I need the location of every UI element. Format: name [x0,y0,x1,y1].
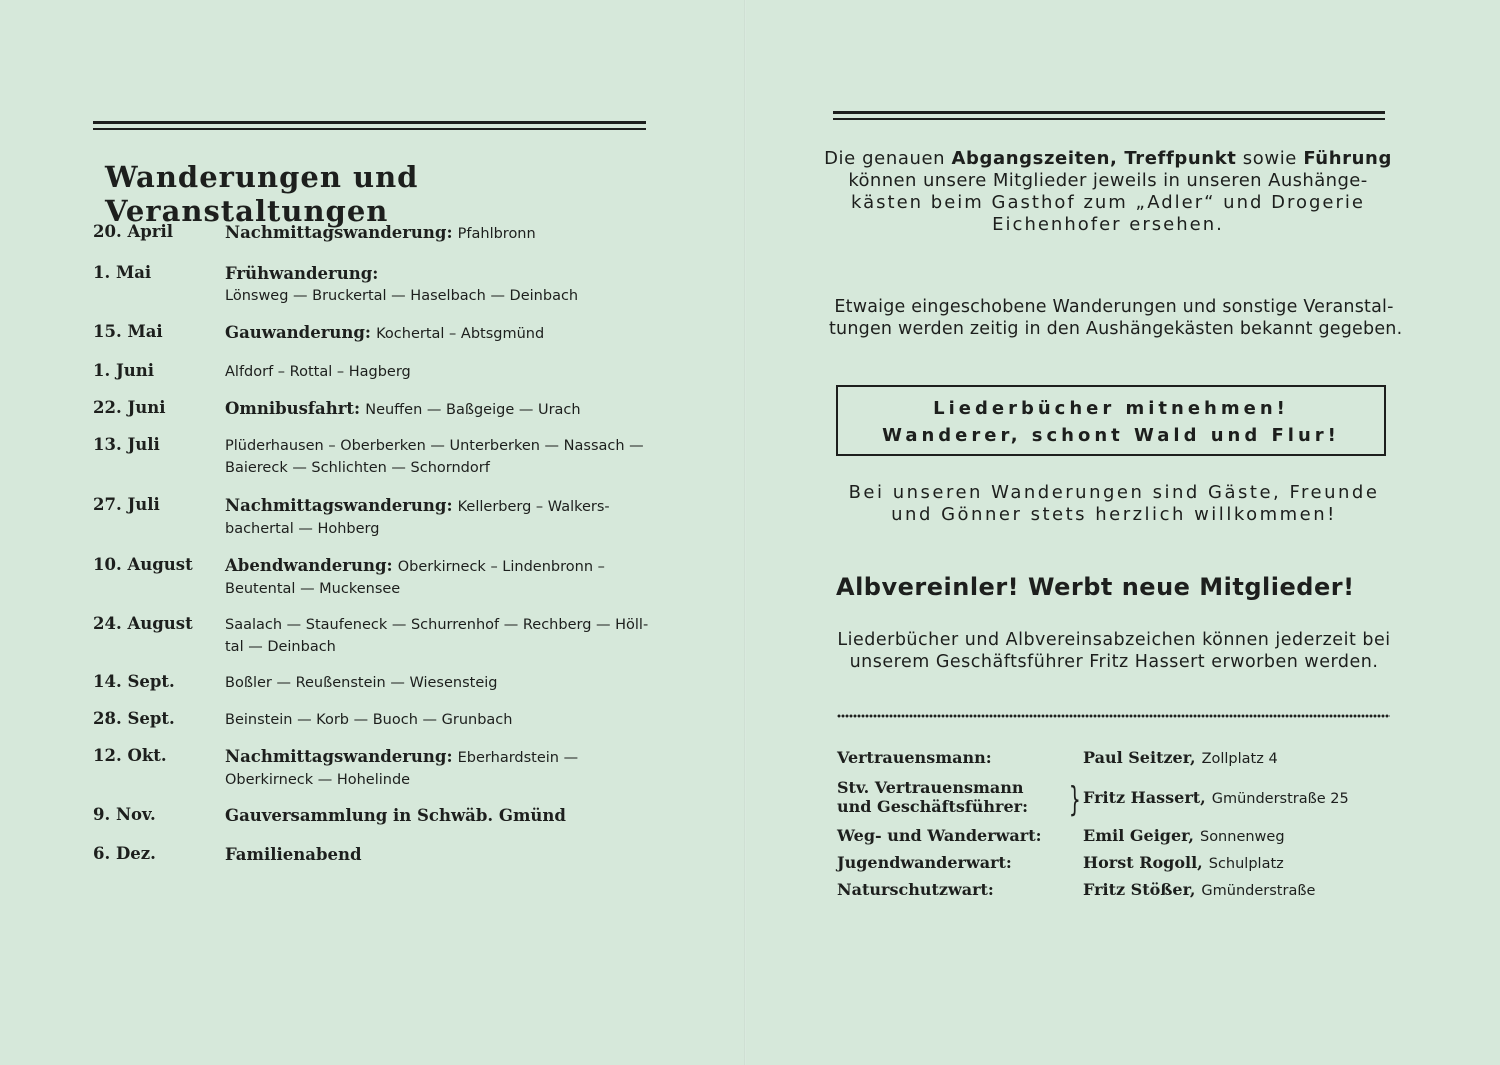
event-route: Boßler — Reußenstein — Wiesensteig [225,675,498,691]
event-date: 15. Mai [93,322,163,341]
official-role-line: Stv. Vertrauensmann [837,778,1024,797]
event-route: Alfdorf – Rottal – Hagberg [225,364,411,380]
top-rule-right [833,111,1385,120]
event-date: 22. Juni [93,398,166,417]
reminder-line: Wanderer, schont Wald und Flur! [882,425,1340,446]
official-name: Fritz Stößer, [1083,880,1196,899]
event-title: Frühwanderung: [225,264,379,283]
event-route: Pfahlbronn [457,226,536,242]
official-address: Zollplatz 4 [1201,751,1278,767]
notice-info [829,296,1403,340]
event-date: 28. Sept. [93,709,175,728]
official-address: Gmünderstraße [1201,883,1316,899]
event-title: Gauwanderung: [225,323,372,342]
event-route: Kochertal – Abtsgmünd [376,326,545,342]
text-line: kästen beim Gasthof zum „Adler“ und Drogerie [851,192,1365,213]
official-address: Sonnenweg [1199,829,1285,845]
event-date: 12. Okt. [93,746,167,765]
event-title: Familienabend [225,845,362,864]
reminder-line: Liederbücher mitnehmen! [933,398,1289,419]
purchase-info [829,629,1399,673]
reminder-box [836,385,1386,456]
event-title: Abendwanderung: [225,556,393,575]
text-span: Die genauen [824,148,952,169]
program-heading: Wanderungen und Veranstaltungen [105,160,419,228]
welcome-info [829,482,1399,526]
official-address: Schulplatz [1208,856,1284,872]
event-date: 14. Sept. [93,672,175,691]
official-role: Jugendwanderwart: [837,853,1012,872]
event-title: Gauversammlung in Schwäb. Gmünd [225,806,566,825]
text-line: Etwaige eingeschobene Wanderungen und sonstige Veranstal- [834,297,1394,317]
text-span: sowie [1236,148,1304,169]
event-date: 27. Juli [93,495,160,514]
text-line: können unsere Mitglieder jeweils in unseren Aushänge- [848,170,1368,191]
event-route: Beinstein — Korb — Buoch — Grunbach [225,712,513,728]
official-role-line: und Geschäftsführer: [837,797,1028,816]
event-route: Kellerberg – Walkers- [457,499,610,515]
text-line: tungen werden zeitig in den Aushängekästen bekannt gegeben. [829,319,1403,339]
event-route: Oberkirneck — Hohelinde [225,772,411,788]
event-date: 24. August [93,614,193,633]
event-title: Omnibusfahrt: [225,399,361,418]
text-emphasis: Führung [1303,148,1392,169]
brace-symbol: } [1068,780,1081,820]
event-route: tal — Deinbach [225,639,336,655]
event-route: Lönsweg — Bruckertal — Haselbach — Deinbach [225,288,579,304]
top-rule-left [93,121,646,130]
event-title: Nachmittagswanderung: [225,496,453,515]
event-route: Plüderhausen – Oberberken — Unterberken — Nassach — [225,438,644,454]
official-role: Weg- und Wanderwart: [837,826,1042,845]
event-route: Neuffen — Baßgeige — Urach [365,402,581,418]
text-line: Eichenhofer ersehen. [992,214,1224,235]
official-address: Gmünderstraße 25 [1211,791,1349,807]
event-date: 20. April [93,222,174,241]
official-name: Fritz Hassert, [1083,788,1206,807]
event-route: Baiereck — Schlichten — Schorndorf [225,460,490,476]
meeting-info [823,148,1393,236]
text-line: und Gönner stets herzlich willkommen! [891,504,1337,525]
official-name: Paul Seitzer, [1083,748,1196,767]
right-page [745,0,1500,1065]
event-date: 10. August [93,555,193,574]
text-line: unserem Geschäftsführer Fritz Hassert erworben werden. [849,652,1379,672]
membership-slogan: Albvereinler! Werbt neue Mitglieder! [836,573,1355,601]
event-date: 6. Dez. [93,844,156,863]
event-title: Nachmittagswanderung: [225,747,453,766]
official-name: Emil Geiger, [1083,826,1194,845]
dotted-divider [837,713,1390,719]
text-emphasis: Abgangszeiten, Treffpunkt [951,148,1237,169]
official-role: Vertrauensmann: [837,748,992,767]
event-title: Nachmittagswanderung: [225,223,453,242]
left-page [0,0,745,1065]
event-route: Eberhardstein — [457,750,579,766]
event-route: Beutental — Muckensee [225,581,401,597]
event-date: 13. Juli [93,435,160,454]
text-line: Bei unseren Wanderungen sind Gäste, Freunde [848,482,1380,503]
official-role [837,778,1082,820]
event-date: 1. Juni [93,361,155,380]
event-date: 1. Mai [93,263,152,282]
event-route: Oberkirneck – Lindenbronn – [397,559,605,575]
event-route: Saalach — Staufeneck — Schurrenhof — Rechberg — Höll- [225,617,649,633]
text-line: Liederbücher und Albvereinsabzeichen können jederzeit bei [837,630,1391,650]
event-route: bachertal — Hohberg [225,521,380,537]
event-date: 9. Nov. [93,805,156,824]
official-role: Naturschutzwart: [837,880,994,899]
official-name: Horst Rogoll, [1083,853,1203,872]
